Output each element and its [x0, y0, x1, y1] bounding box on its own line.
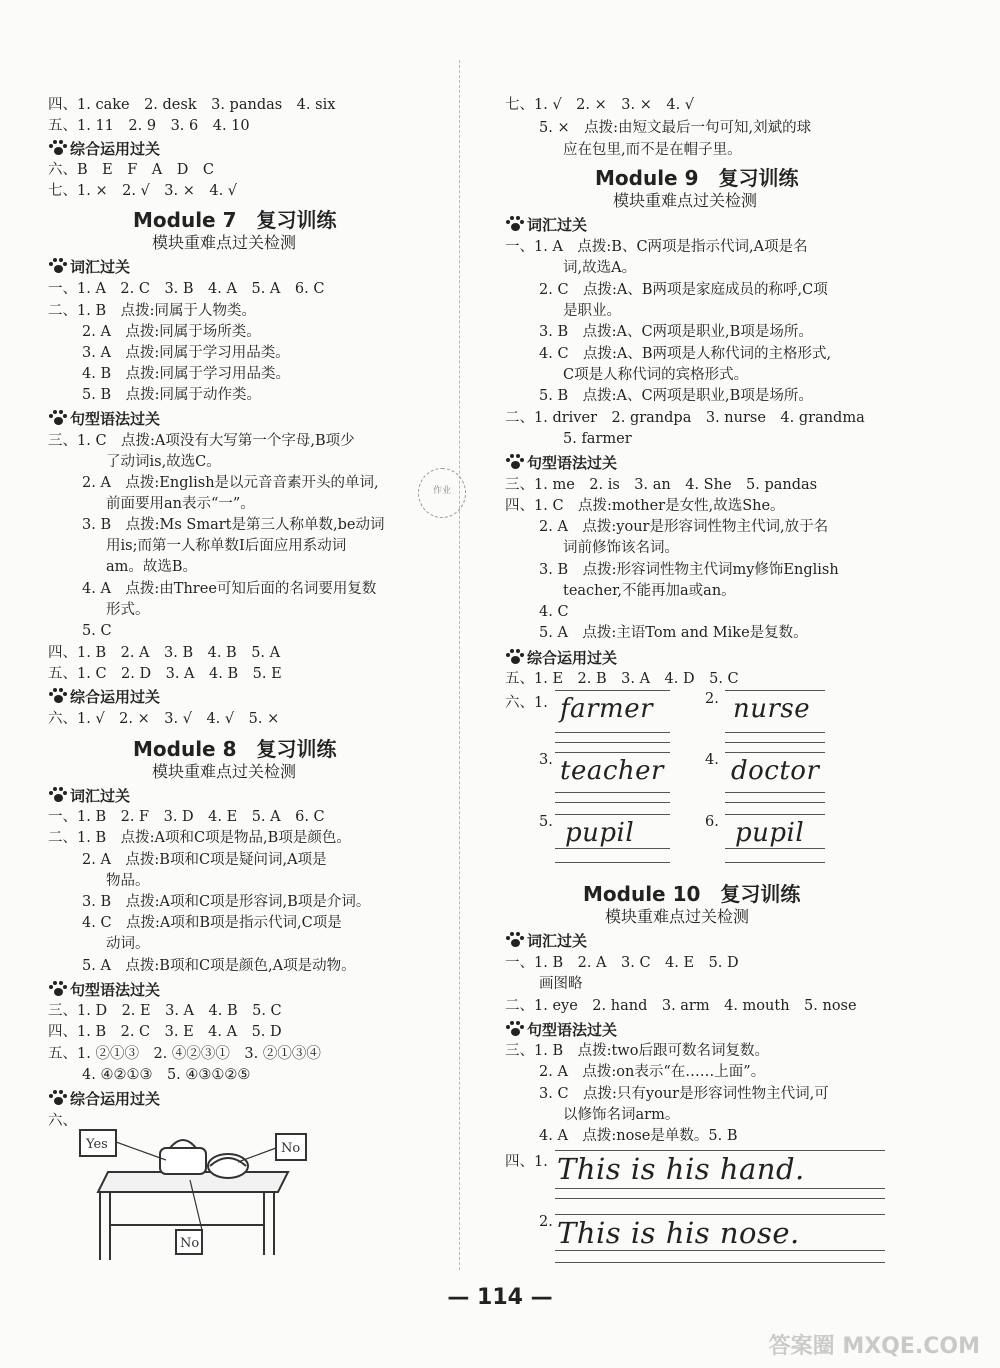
answer-line: 一、1. A 2. C 3. B 4. A 5. A 6. C — [48, 281, 325, 297]
answer-line: 二、1. B 点拨:同属于人物类。 — [48, 303, 256, 319]
answer-line: 应在包里,而不是在帽子里。 — [563, 142, 742, 158]
section-heading: 综合运用过关 — [48, 138, 160, 159]
answer-line: 5. farmer — [563, 431, 632, 447]
handwritten-sentence: This is his nose. — [557, 1216, 800, 1250]
answer-line: 4. C 点拨:A项和B项是指示代词,C项是 — [82, 915, 342, 931]
paw-icon — [505, 649, 525, 665]
answer-line: C项是人称代词的宾格形式。 — [563, 367, 749, 383]
answer-line: 三、1. C 点拨:A项没有大写第一个字母,B项少 — [48, 433, 355, 449]
watermark-logo: 答案圈 MXQE.COM — [768, 1334, 980, 1359]
answer-line: 词,故选A。 — [563, 260, 637, 276]
answer-line: 动词。 — [106, 936, 150, 952]
module-9-subtitle: 模块重难点过关检测 — [613, 191, 758, 210]
desk-illustration — [78, 1120, 338, 1270]
handwritten-word: nurse — [733, 694, 811, 724]
handwritten-word: farmer — [560, 694, 654, 724]
answer-line: 前面要用an表示“一”。 — [106, 496, 255, 512]
section-heading: 词汇过关 — [505, 214, 587, 235]
section-heading: 句型语法过关 — [48, 979, 160, 1000]
answer-line: 3. B 点拨:A、C两项是职业,B项是场所。 — [539, 324, 813, 340]
module-9-title: Module 9 复习训练 — [595, 166, 799, 190]
item-number: 3. — [539, 752, 553, 768]
answer-line: 物品。 — [106, 873, 150, 889]
module-8-subtitle: 模块重难点过关检测 — [152, 762, 297, 781]
answer-line: 4. A 点拨:nose是单数。5. B — [539, 1128, 738, 1144]
item-number: 2. — [705, 691, 719, 707]
answer-line: 四、1. B 2. C 3. E 4. A 5. D — [48, 1024, 282, 1040]
page-number: — 114 — — [447, 1285, 553, 1310]
section-heading: 词汇过关 — [48, 256, 130, 277]
answer-line: 5. A 点拨:B项和C项是颜色,A项是动物。 — [82, 958, 356, 974]
answer-line: 3. B 点拨:Ms Smart是第三人称单数,be动词 — [82, 517, 385, 533]
answer-line: 2. A 点拨:your是形容词性物主代词,放于名 — [539, 519, 829, 535]
paw-icon — [48, 410, 68, 426]
paw-icon — [505, 216, 525, 232]
item-number: 四、1. — [505, 1154, 548, 1170]
answer-line: 三、1. B 点拨:two后跟可数名词复数。 — [505, 1043, 769, 1059]
paw-icon — [48, 140, 68, 156]
answer-line: 一、1. A 点拨:B、C两项是指示代词,A项是名 — [505, 239, 808, 255]
answer-line: 2. A 点拨:on表示“在……上面”。 — [539, 1064, 766, 1080]
paw-icon — [48, 981, 68, 997]
answer-line: 六、1. √ 2. × 3. √ 4. √ 5. × — [48, 711, 280, 727]
section-heading: 综合运用过关 — [48, 686, 160, 707]
answer-line: 5. × 点拨:由短文最后一句可知,刘斌的球 — [539, 120, 812, 136]
answer-line: 二、1. driver 2. grandpa 3. nurse 4. grandma — [505, 410, 865, 426]
answer-line: 2. A 点拨:同属于场所类。 — [82, 324, 261, 340]
handwritten-word: doctor — [731, 756, 820, 786]
answer-line: am。故选B。 — [106, 559, 198, 575]
paw-icon — [48, 787, 68, 803]
answer-line: 形式。 — [106, 602, 150, 618]
item-number: 6. — [705, 814, 719, 830]
section-heading: 句型语法过关 — [48, 408, 160, 429]
answer-line: 五、1. E 2. B 3. A 4. D 5. C — [505, 671, 739, 687]
answer-line: teacher,不能再加a或an。 — [563, 583, 736, 599]
handwritten-word: pupil — [735, 818, 805, 848]
item-number: 5. — [539, 814, 553, 830]
answer-line: 4. A 点拨:由Three可知后面的名词要用复数 — [82, 581, 377, 597]
paw-icon — [48, 1090, 68, 1106]
answer-line: 一、1. B 2. A 3. C 4. E 5. D — [505, 955, 739, 971]
answer-line: 4. B 点拨:同属于学习用品类。 — [82, 366, 290, 382]
answer-line: 三、1. me 2. is 3. an 4. She 5. pandas — [505, 477, 818, 493]
answer-line: 3. A 点拨:同属于学习用品类。 — [82, 345, 290, 361]
answer-line: 4. C 点拨:A、B两项是人称代词的主格形式, — [539, 346, 832, 362]
paw-icon — [505, 454, 525, 470]
handwritten-word: pupil — [565, 818, 635, 848]
answer-line: 2. A 点拨:B项和C项是疑问词,A项是 — [82, 852, 327, 868]
answer-line: 四、1. cake 2. desk 3. pandas 4. six — [48, 97, 336, 113]
answer-line: 二、1. B 点拨:A项和C项是物品,B项是颜色。 — [48, 830, 351, 846]
answer-line: 5. B 点拨:A、C两项是职业,B项是场所。 — [539, 388, 813, 404]
answer-line: 3. B 点拨:A项和C项是形容词,B项是介词。 — [82, 894, 371, 910]
handwritten-sentence: This is his hand. — [557, 1152, 805, 1186]
answer-line: 三、1. D 2. E 3. A 4. B 5. C — [48, 1003, 282, 1019]
answer-line: 画图略 — [539, 976, 583, 992]
answer-line: 4. ④②①③ 5. ④③①②⑤ — [82, 1067, 251, 1083]
answer-line: 六、 — [48, 1113, 77, 1129]
section-heading: 综合运用过关 — [505, 647, 617, 668]
section-heading: 句型语法过关 — [505, 452, 617, 473]
answer-line: 用is;而第一人称单数I后面应用系动词 — [106, 538, 347, 554]
answer-line: 五、1. 11 2. 9 3. 6 4. 10 — [48, 118, 250, 134]
module-10-title: Module 10 复习训练 — [583, 882, 801, 906]
answer-line: 3. C 点拨:只有your是形容词性物主代词,可 — [539, 1086, 829, 1102]
no-label: No — [180, 1236, 200, 1251]
answer-line: 5. A 点拨:主语Tom and Mike是复数。 — [539, 625, 808, 641]
module-8-title: Module 8 复习训练 — [133, 737, 337, 761]
answer-line: 四、1. C 点拨:mother是女性,故选She。 — [505, 498, 785, 514]
no-label: No — [281, 1141, 301, 1156]
yes-label: Yes — [86, 1137, 108, 1152]
answer-line: 五、1. C 2. D 3. A 4. B 5. E — [48, 666, 282, 682]
paw-icon — [48, 688, 68, 704]
answer-line: 4. C — [539, 604, 569, 620]
answer-line: 五、1. ②①③ 2. ④②③① 3. ②①③④ — [48, 1046, 321, 1062]
answer-line: 六、B E F A D C — [48, 162, 214, 178]
section-heading: 词汇过关 — [48, 785, 130, 806]
answer-line: 5. C — [82, 623, 112, 639]
answer-line: 了动词is,故选C。 — [106, 454, 221, 470]
section-heading: 综合运用过关 — [48, 1088, 160, 1109]
paw-icon — [505, 932, 525, 948]
answer-line: 七、1. √ 2. × 3. × 4. √ — [505, 97, 695, 113]
item-number: 2. — [539, 1214, 553, 1230]
answer-line: 是职业。 — [563, 303, 621, 319]
answer-line: 二、1. eye 2. hand 3. arm 4. mouth 5. nose — [505, 998, 857, 1014]
item-number: 六、1. — [505, 695, 548, 711]
section-heading: 句型语法过关 — [505, 1019, 617, 1040]
answer-line: 词前修饰该名词。 — [563, 540, 679, 556]
paw-icon — [505, 1021, 525, 1037]
module-10-subtitle: 模块重难点过关检测 — [605, 907, 750, 926]
paw-icon — [48, 258, 68, 274]
answer-line: 3. B 点拨:形容词性物主代词my修饰English — [539, 562, 839, 578]
module-7-title: Module 7 复习训练 — [133, 208, 337, 232]
column-divider — [459, 60, 460, 1270]
answer-line: 以修饰名词arm。 — [563, 1107, 680, 1123]
section-heading: 词汇过关 — [505, 930, 587, 951]
answer-line: 四、1. B 2. A 3. B 4. B 5. A — [48, 645, 281, 661]
stamp-seal: 作业 — [418, 468, 466, 518]
answer-line: 2. C 点拨:A、B两项是家庭成员的称呼,C项 — [539, 282, 828, 298]
module-7-subtitle: 模块重难点过关检测 — [152, 233, 297, 252]
answer-line: 5. B 点拨:同属于动作类。 — [82, 387, 261, 403]
answer-line: 2. A 点拨:English是以元音音素开头的单词, — [82, 475, 379, 491]
item-number: 4. — [705, 752, 719, 768]
handwritten-word: teacher — [560, 756, 664, 786]
answer-line: 一、1. B 2. F 3. D 4. E 5. A 6. C — [48, 809, 325, 825]
answer-line: 七、1. × 2. √ 3. × 4. √ — [48, 183, 238, 199]
